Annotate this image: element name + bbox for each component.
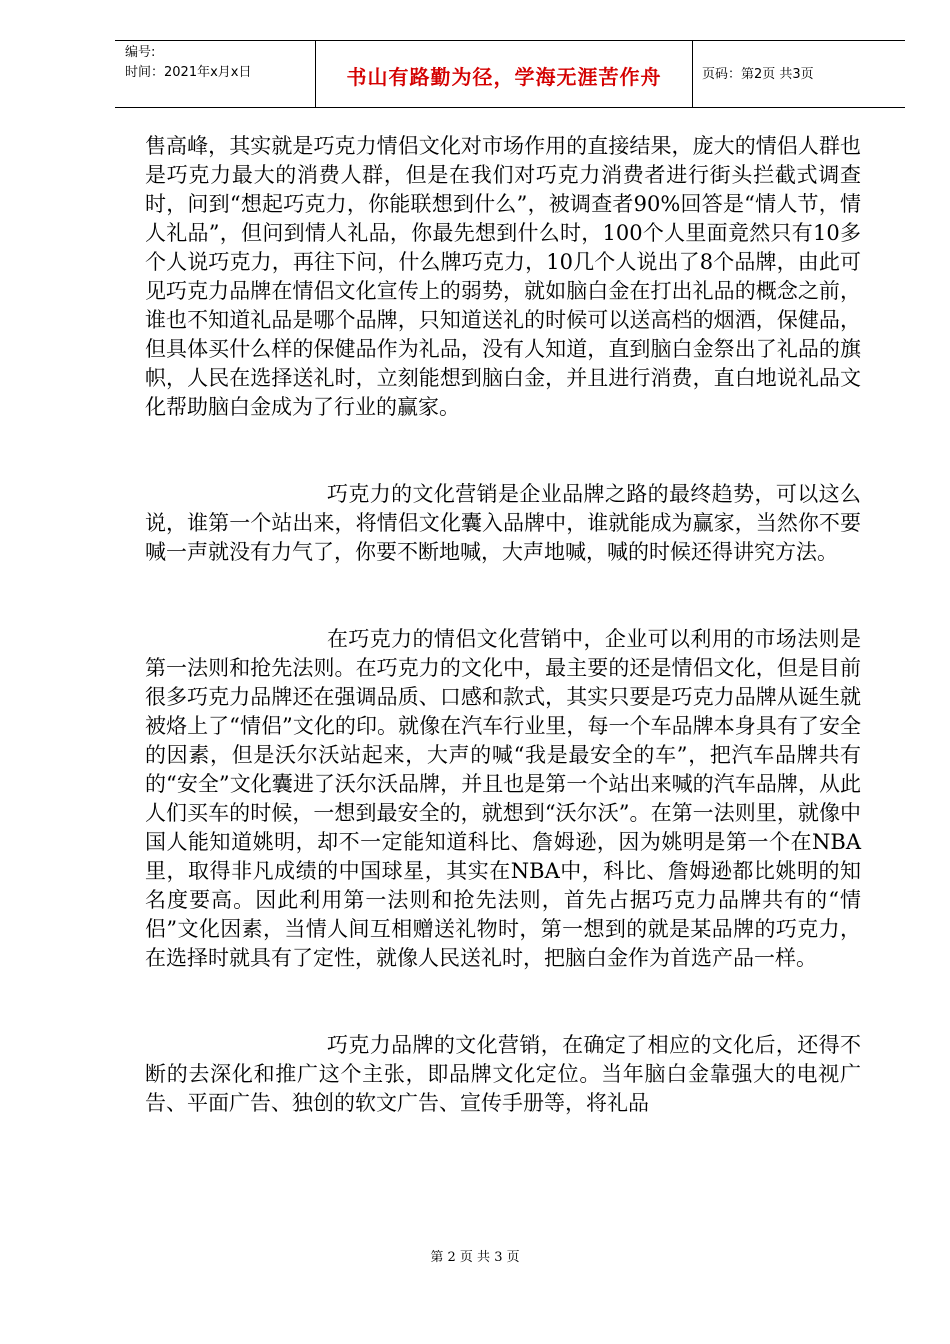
paragraph-1: 售高峰，其实就是巧克力情侣文化对市场作用的直接结果，庞大的情侣人群也是巧克力最大的消费人群，但是在我们对巧克力消费者进行街头拦截式调查时，问到“想起巧克力，你能联想到什么”，被调查者90%回答是“情人节，情人礼品”，但问到情人礼品，你最先想到什么时，100个人里面竟然只有10多个人说巧克力，再往下问，什么牌巧克力，10几个人说出了8个品牌，由此可见巧克力品牌在情侣文化宣传上的弱势，就如脑白金在打出礼品的概念之前，谁也不知道礼品是哪个品牌，只知道送礼的时候可以送高档的烟酒，保健品，但具体买什么样的保健品作为礼品，没有人知道，直到脑白金祭出了礼品的旗帜，人民在选择送礼时，立刻能想到脑白金，并且进行消费，直白地说礼品文化帮助脑白金成为了行业的赢家。: [145, 134, 861, 419]
paragraph-spacer: [145, 973, 861, 1031]
paragraph-3: 在巧克力的情侣文化营销中，企业可以利用的市场法则是第一法则和抢先法则。在巧克力的文化中，最主要的还是情侣文化，但是目前很多巧克力品牌还在强调品质、口感和款式，其实只要是巧克力品牌从诞生就被烙上了“情侣”文化的印。就像在汽车行业里，每一个车品牌本身具有了安全的因素，但是沃尔沃站起来，大声的喊“我是最安全的车”，把汽车品牌共有的“安全”文化囊进了沃尔沃品牌，并且也是第一个站出来喊的汽车品牌，从此人们买车的时候，一想到最安全的，就想到“沃尔沃”。在第一法则里，就像中国人能知道姚明，却不一定能知道科比、詹姆逊，因为姚明是第一个在NBA里，取得非凡成绩的中国球星，其实在NBA中，科比、詹姆逊都比姚明的知名度要高。因此利用第一法则和抢先法则，首先占据巧克力品牌共有的“情侣”文化因素，当情人间互相赠送礼物时，第一想到的就是某品牌的巧克力，在选择时就具有了定性，就像人民送礼时，把脑白金作为首选产品一样。: [145, 627, 861, 970]
motto-text: 书山有路勤为径，学海无涯苦作舟: [346, 65, 662, 89]
document-body: [145, 132, 861, 1118]
header-motto-cell: [315, 41, 693, 107]
time-label: 时间：2021年x月x日: [125, 65, 252, 80]
paragraph-2: 巧克力的文化营销是企业品牌之路的最终趋势，可以这么说，谁第一个站出来，将情侣文化囊入品牌中，谁就能成为赢家，当然你不要喊一声就没有力气了，你要不断地喊，大声地喊，喊的时候还得讲究方法。: [145, 482, 861, 564]
paragraph-spacer: [145, 422, 861, 480]
page-info: 页码：第2页 共3页: [702, 67, 814, 82]
paragraph-spacer: [145, 567, 861, 625]
header-page-cell: [692, 41, 905, 107]
header-meta-cell: [115, 41, 315, 107]
code-label: 编号:: [125, 45, 156, 60]
page-footer: 第 2 页 共 3 页: [430, 1250, 520, 1265]
header-table: [115, 40, 905, 108]
paragraph-4: 巧克力品牌的文化营销，在确定了相应的文化后，还得不断的去深化和推广这个主张，即品牌文化定位。当年脑白金靠强大的电视广告、平面广告、独创的软文广告、宣传手册等，将礼品: [145, 1033, 861, 1115]
